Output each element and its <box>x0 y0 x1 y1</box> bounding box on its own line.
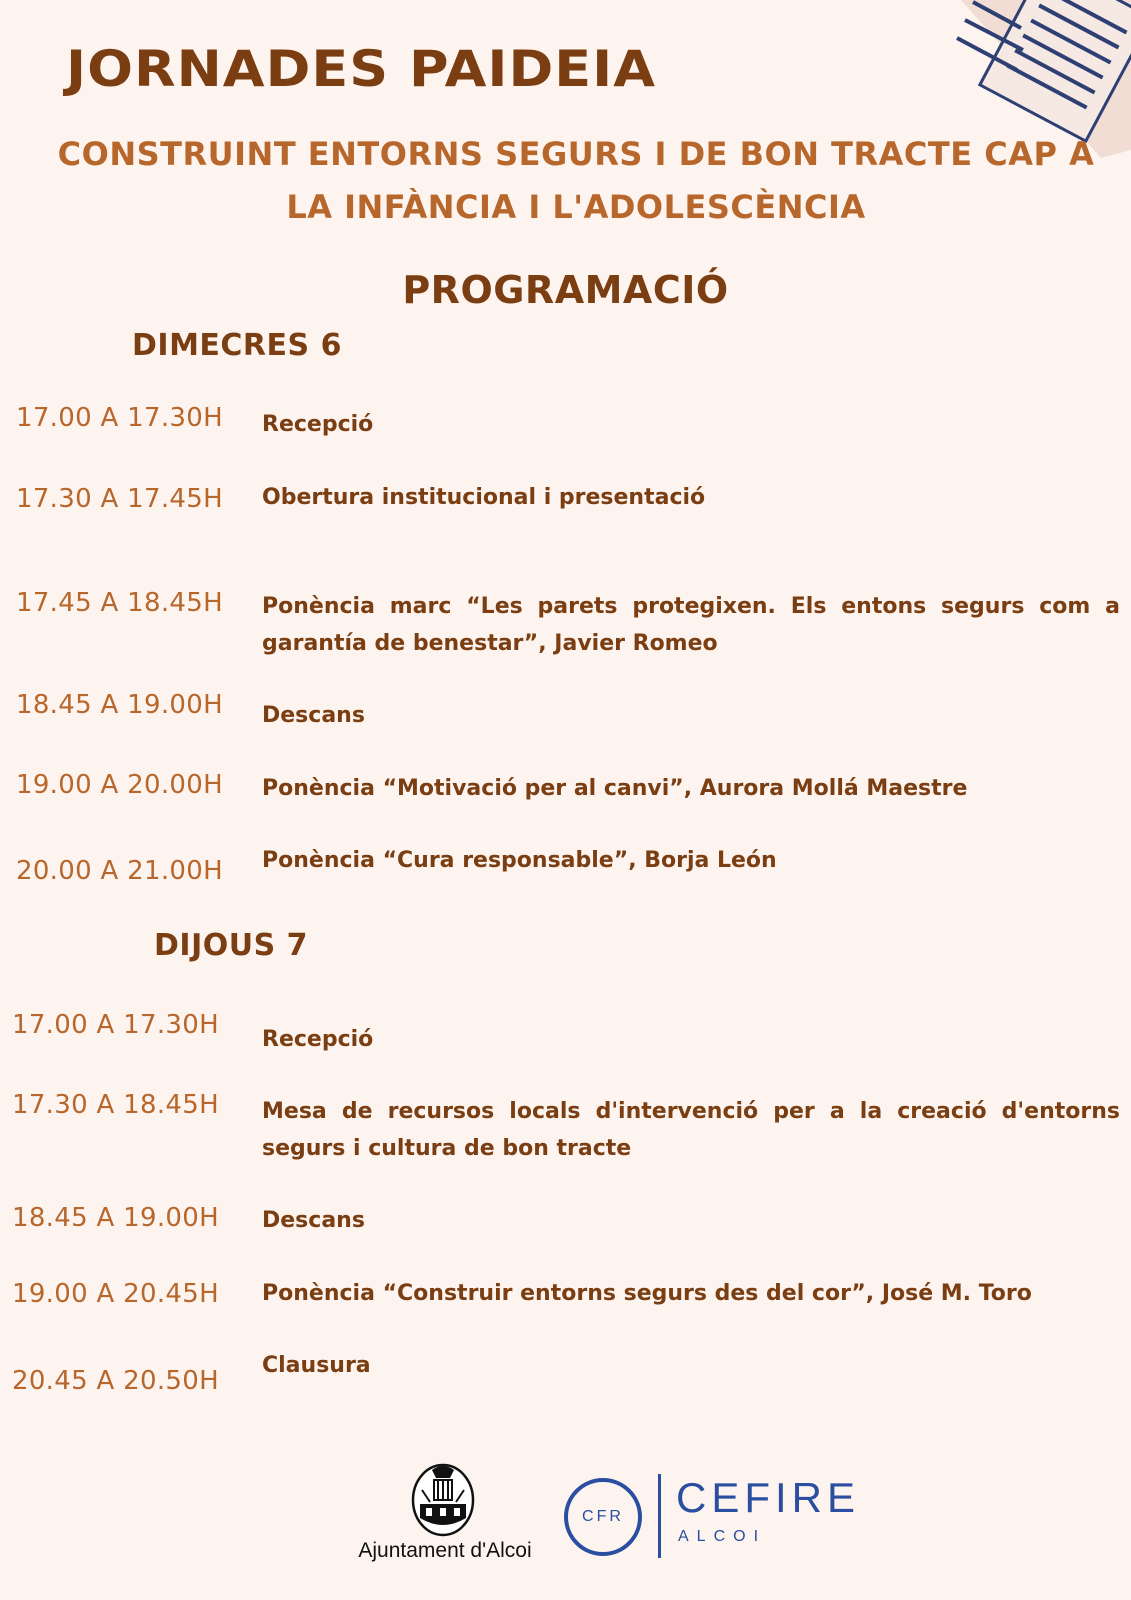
cefire-divider <box>658 1474 661 1558</box>
day-heading-dijous: DIJOUS 7 <box>154 928 309 963</box>
cfr-badge: CFR <box>564 1478 642 1556</box>
subtitle-line-2: LA INFÀNCIA I L'ADOLESCÈNCIA <box>286 188 866 226</box>
coat-of-arms-icon <box>410 1460 476 1538</box>
session-description: Ponència “Motivació per al canvi”, Aurora Mollá Maestre <box>262 776 968 801</box>
session-time: 17.00 A 17.30H <box>16 403 223 433</box>
ajuntament-name: Ajuntament d'Alcoi <box>358 1539 532 1562</box>
program-heading: PROGRAMACIÓ <box>402 268 729 312</box>
cefire-logo <box>564 1474 861 1568</box>
session-time: 18.45 A 19.00H <box>12 1203 219 1233</box>
cefire-name: CEFIRE <box>676 1474 861 1521</box>
session-time: 17.30 A 17.45H <box>16 484 223 514</box>
event-subtitle <box>40 128 1112 234</box>
session-time: 17.00 A 17.30H <box>12 1010 219 1040</box>
session-description: Mesa de recursos locals d'intervenció per a la creació d'entorns segurs i cultura de bon tracte <box>262 1099 1120 1161</box>
session-description: Clausura <box>262 1353 371 1378</box>
ajuntament-alcoi-logo <box>350 1455 540 1565</box>
session-description: Obertura institucional i presentació <box>262 485 706 510</box>
session-description: Ponència marc “Les parets protegixen. Els entons segurs com a garantía de benestar”, Javier Romeo <box>262 594 1120 656</box>
session-description: Recepció <box>262 412 374 437</box>
session-time: 20.00 A 21.00H <box>16 856 223 886</box>
session-description: Descans <box>262 703 365 728</box>
session-description: Descans <box>262 1208 365 1233</box>
subtitle-line-1: CONSTRUINT ENTORNS SEGURS I DE BON TRACTE CAP A <box>57 135 1095 173</box>
cefire-city: ALCOI <box>678 1528 767 1545</box>
session-description: Ponència “Cura responsable”, Borja León <box>262 848 777 873</box>
session-description: Recepció <box>262 1027 374 1052</box>
session-time: 19.00 A 20.45H <box>12 1279 219 1309</box>
day-heading-dimecres: DIMECRES 6 <box>132 328 342 363</box>
session-time: 18.45 A 19.00H <box>16 690 223 720</box>
event-title: JORNADES PAIDEIA <box>66 40 657 98</box>
session-time: 17.30 A 18.45H <box>12 1090 219 1120</box>
session-description: Ponència “Construir entorns segurs des del cor”, José M. Toro <box>262 1281 1032 1306</box>
session-time: 20.45 A 20.50H <box>12 1366 219 1396</box>
session-time: 19.00 A 20.00H <box>16 770 223 800</box>
session-time: 17.45 A 18.45H <box>16 588 223 618</box>
